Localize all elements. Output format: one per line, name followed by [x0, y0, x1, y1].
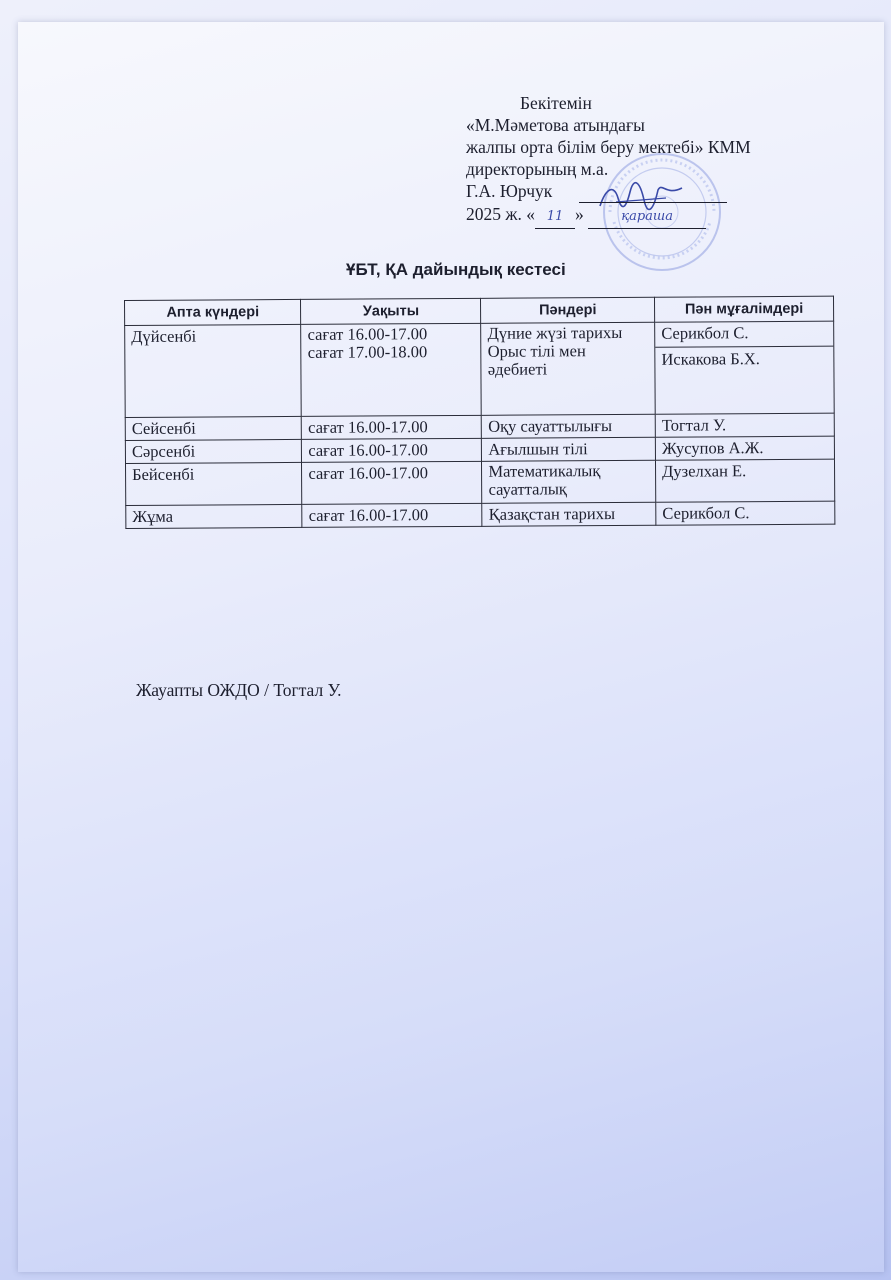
responsible-footer: Жауапты ОЖДО / Тогтал У. [136, 680, 342, 700]
cell-day: Сәрсенбі [125, 439, 301, 463]
cell-day: Бейсенбі [125, 462, 302, 505]
cell-teacher: Тогтал У. [655, 413, 834, 437]
teacher-1: Серикбол С. [655, 322, 833, 348]
time-slot-1: сағат 16.00-17.00 [307, 324, 428, 344]
table-row [126, 501, 835, 528]
approval-signer-row [466, 180, 826, 203]
approval-line-1: «М.Мәметова атындағы [466, 115, 645, 135]
cell-teacher [655, 321, 834, 414]
cell-subject: Ағылшын тілі [482, 437, 656, 461]
cell-teacher: Жусупов А.Ж. [655, 436, 834, 460]
approval-line-2: жалпы орта білім беру мектебі» КММ [466, 137, 751, 157]
date-mid: » [574, 204, 584, 224]
cell-time [301, 323, 482, 416]
cell-time: сағат 16.00-17.00 [302, 461, 482, 504]
schedule-table [124, 296, 835, 529]
subject-2: Орыс тілі мен әдебиеті [487, 341, 586, 379]
cell-subject: Қазақстан тарихы [482, 502, 656, 526]
signature-line [579, 180, 727, 203]
date-day: 11 [535, 206, 575, 229]
cell-day: Сейсенбі [125, 416, 301, 440]
time-slot-2: сағат 17.00-18.00 [307, 342, 428, 362]
cell-time: сағат 16.00-17.00 [302, 503, 482, 527]
teacher-2: Искакова Б.Х. [661, 349, 760, 369]
date-prefix: 2025 ж. « [466, 204, 535, 224]
approval-block [466, 92, 826, 229]
approval-date-row [466, 203, 826, 229]
date-month: қараша [588, 206, 706, 229]
cell-subject: Математикалық сауатталық [482, 460, 656, 503]
header-days: Апта күндері [125, 299, 302, 325]
header-subjects: Пәндері [481, 297, 655, 323]
approval-line-3: директорының м.а. [466, 159, 609, 179]
cell-time: сағат 16.00-17.00 [302, 438, 482, 462]
document-title: ҰБТ, ҚА дайындық кестесі [346, 260, 566, 279]
cell-subject: Оқу сауаттылығы [482, 414, 656, 438]
table-row [125, 459, 834, 505]
cell-time: сағат 16.00-17.00 [302, 415, 482, 439]
approval-title: Бекітемін [520, 93, 592, 113]
table-row [125, 321, 835, 417]
header-time: Уақыты [301, 298, 481, 324]
cell-subject [481, 322, 655, 415]
header-teachers: Пән мұғалімдері [655, 296, 834, 322]
cell-teacher: Дузелхан Е. [656, 459, 835, 502]
cell-teacher: Серикбол С. [656, 501, 835, 525]
subject-1: Дүние жүзі тарихы [487, 322, 623, 343]
cell-day: Дүйсенбі [125, 324, 302, 417]
approval-signer-name: Г.А. Юрчук [466, 181, 553, 201]
cell-day: Жұма [126, 504, 302, 528]
